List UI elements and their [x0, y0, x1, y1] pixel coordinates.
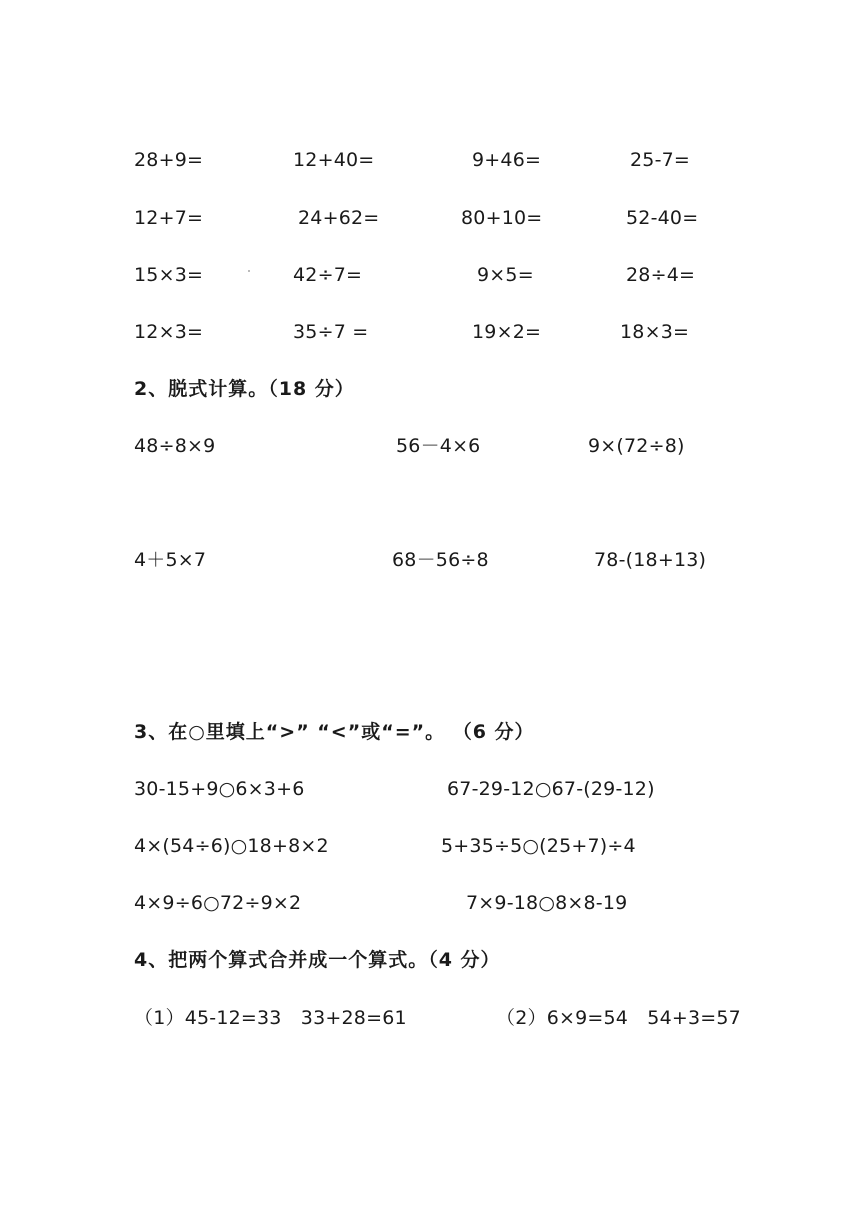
- compare-problem: 7×9-18○8×8-19: [466, 892, 628, 914]
- oral-problem: 42÷7=: [293, 264, 363, 286]
- step-calc-problem: 9×(72÷8): [588, 435, 685, 457]
- oral-problem: 9×5=: [477, 264, 534, 286]
- step-calc-problem: 68－56÷8: [392, 549, 489, 571]
- oral-problem: 28+9=: [134, 149, 204, 171]
- oral-problem: 9+46=: [472, 149, 542, 171]
- oral-problem: 28÷4=: [626, 264, 696, 286]
- step-calc-problem: 4＋5×7: [134, 549, 207, 571]
- merge-problem: （1）45-12=33 33+28=61: [134, 1007, 407, 1029]
- step-calc-problem: 56－4×6: [396, 435, 481, 457]
- oral-problem: 18×3=: [620, 321, 690, 343]
- oral-problem: 12+40=: [293, 149, 375, 171]
- oral-problem: 12+7=: [134, 207, 204, 229]
- oral-problem: 19×2=: [472, 321, 542, 343]
- compare-problem: 5+35÷5○(25+7)÷4: [441, 835, 636, 857]
- section-4-title: 4、把两个算式合并成一个算式。（4 分）: [134, 949, 501, 971]
- oral-problem: 15×3=: [134, 264, 204, 286]
- step-calc-problem: 78-(18+13): [594, 549, 707, 571]
- oral-problem: 52-40=: [626, 207, 699, 229]
- step-calc-problem: 48÷8×9: [134, 435, 216, 457]
- merge-problem: （2）6×9=54 54+3=57: [496, 1007, 741, 1029]
- compare-problem: 67-29-12○67-(29-12): [447, 778, 655, 800]
- oral-problem: 25-7=: [630, 149, 691, 171]
- scan-speck: [248, 270, 250, 272]
- compare-problem: 30-15+9○6×3+6: [134, 778, 305, 800]
- section-2-title: 2、脱式计算。（18 分）: [134, 378, 355, 400]
- section-3-title: 3、在○里填上“>” “<”或“=”。 （6 分）: [134, 721, 535, 743]
- oral-problem: 12×3=: [134, 321, 204, 343]
- oral-problem: 24+62=: [298, 207, 380, 229]
- oral-problem: 80+10=: [461, 207, 543, 229]
- compare-problem: 4×(54÷6)○18+8×2: [134, 835, 329, 857]
- compare-problem: 4×9÷6○72÷9×2: [134, 892, 302, 914]
- oral-problem: 35÷7 =: [293, 321, 369, 343]
